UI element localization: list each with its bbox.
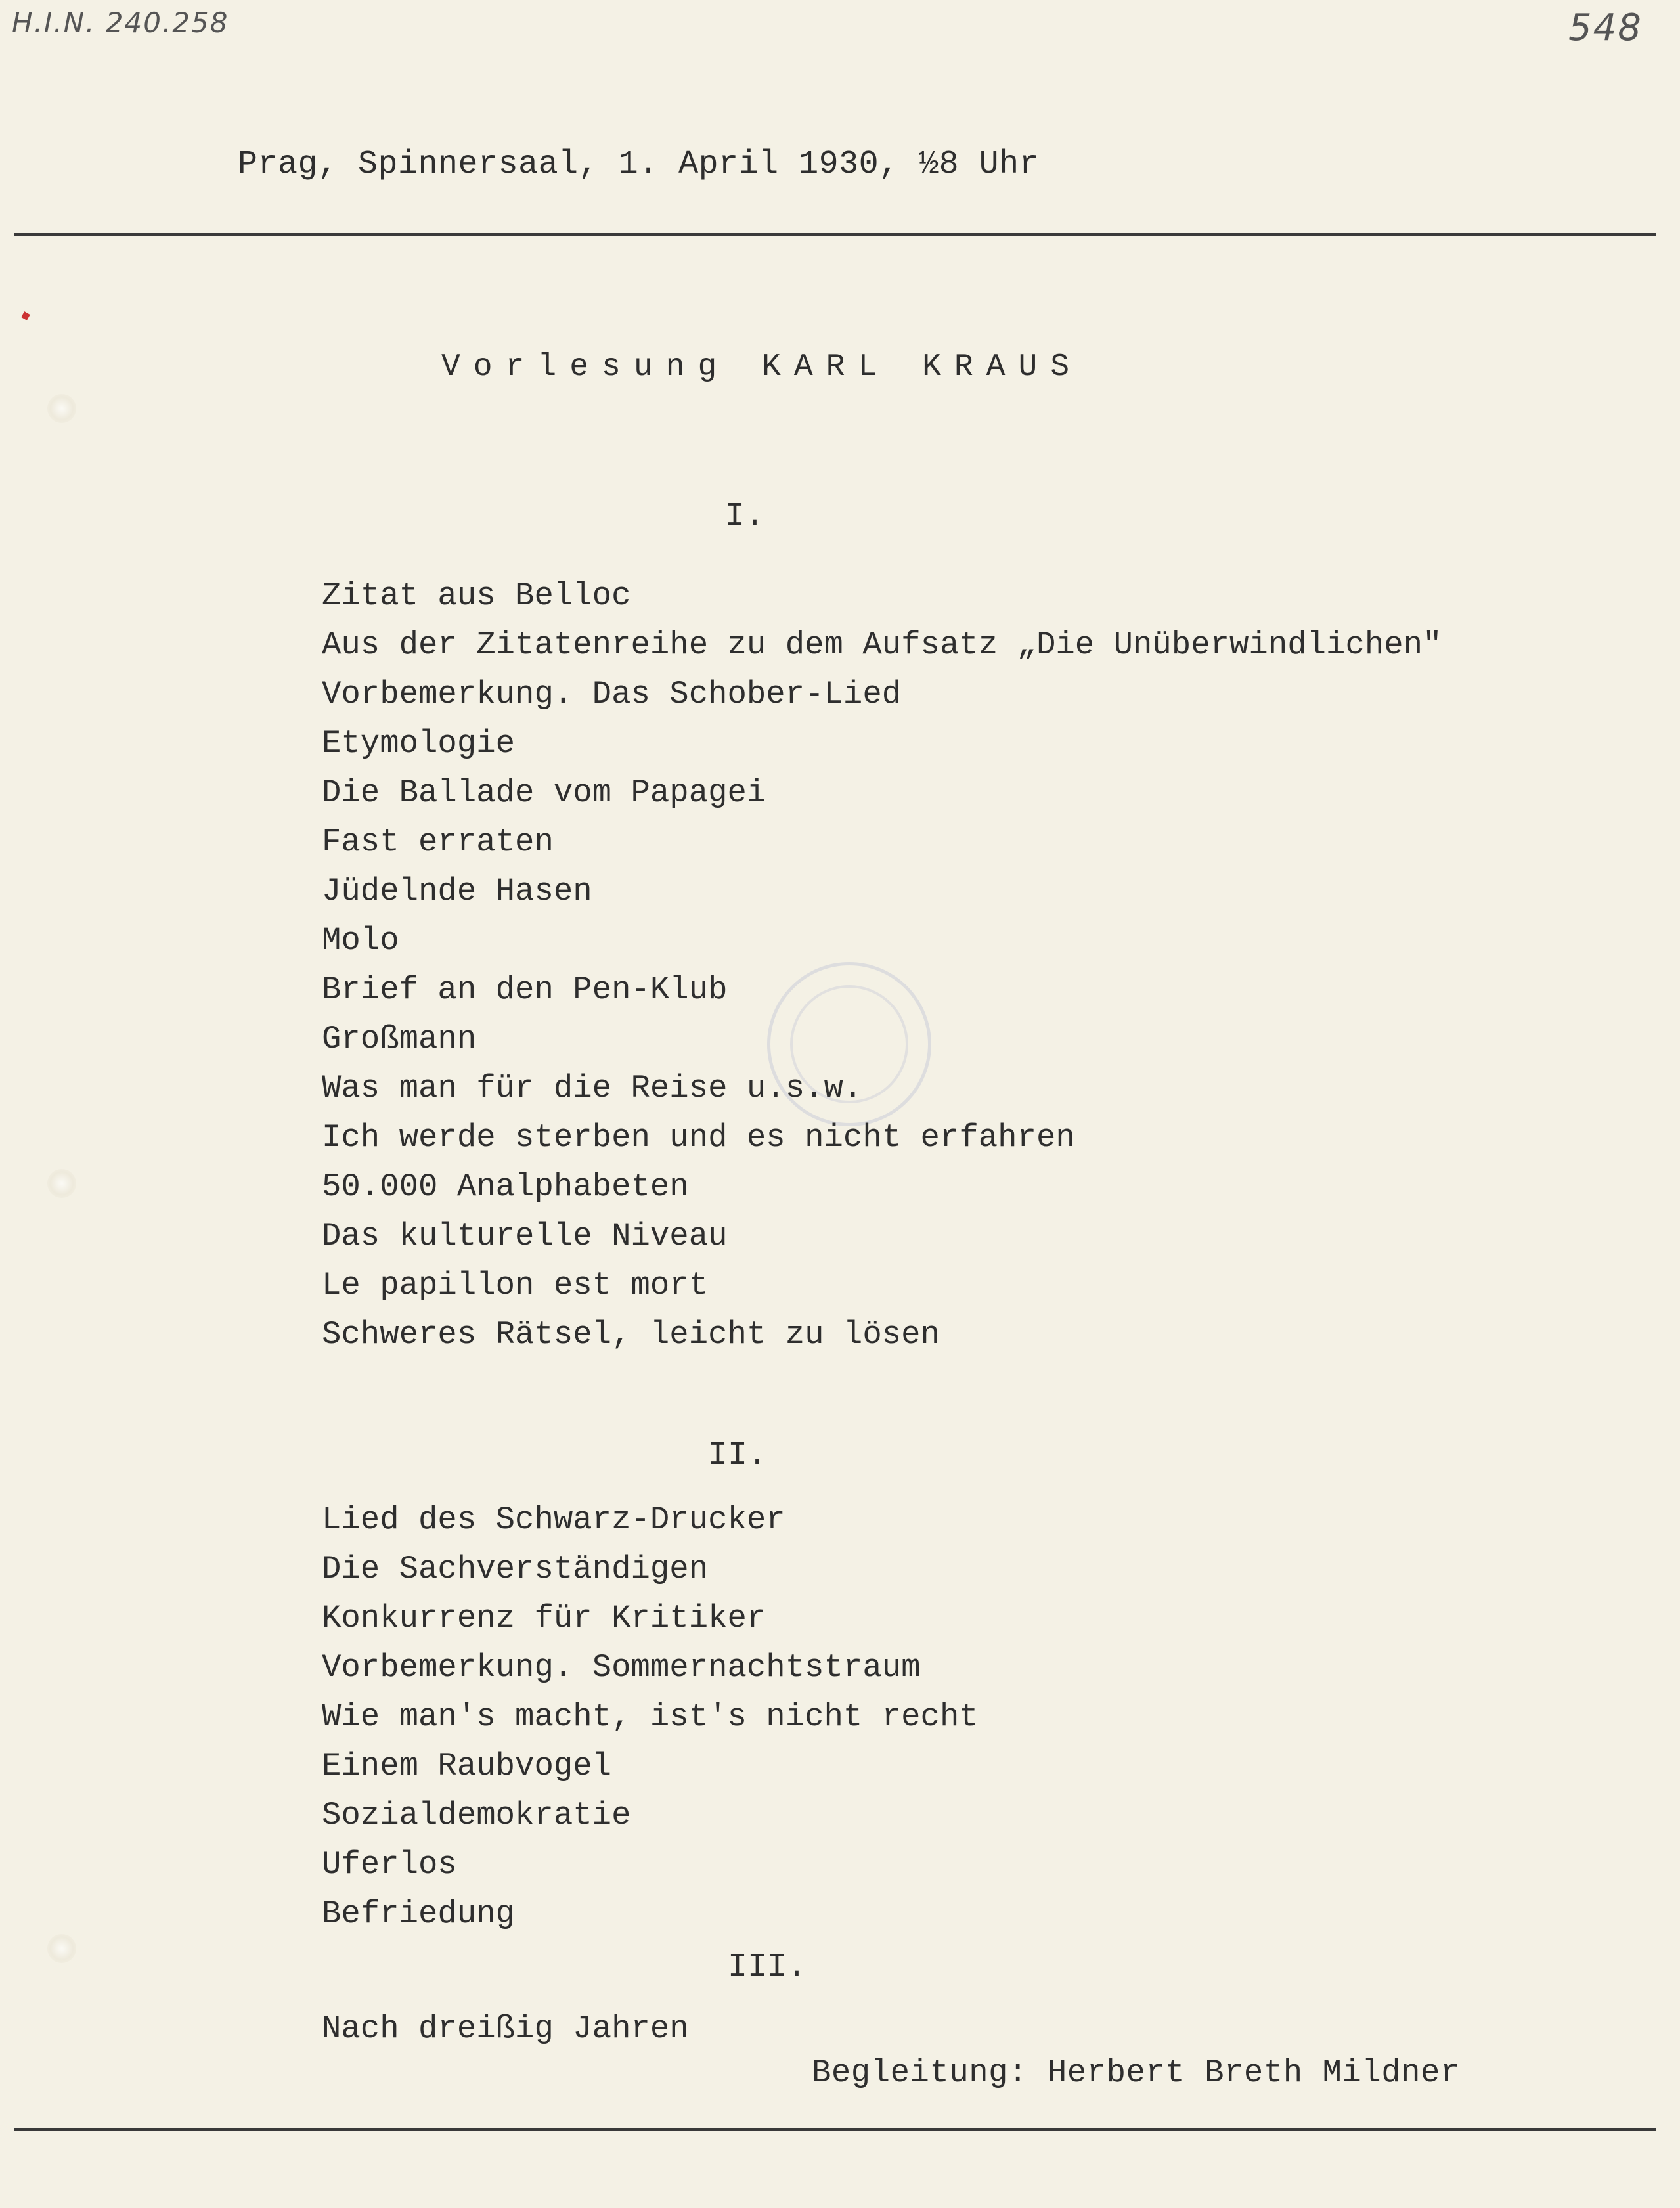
program-item: Brief an den Pen-Klub <box>322 971 728 1008</box>
program-item: Aus der Zitatenreihe zu dem Aufsatz „Die Unüberwindlichen" <box>322 627 1442 663</box>
program-item: Großmann <box>322 1021 477 1057</box>
program-item: Die Ballade vom Papagei <box>322 774 766 811</box>
red-ink-mark <box>21 311 30 320</box>
bottom-rule <box>14 2128 1656 2131</box>
program-item: Befriedung <box>322 1895 516 1932</box>
program-item: Nach dreißig Jahren <box>322 2010 689 2047</box>
program-item: Das kulturelle Niveau <box>322 1218 728 1254</box>
document-title: Vorlesung KARL KRAUS <box>441 349 1083 385</box>
program-item: Was man für die Reise u.s.w. <box>322 1070 863 1107</box>
program-item: Wie man's macht, ist's nicht recht <box>322 1698 979 1735</box>
program-item: Konkurrenz für Kritiker <box>322 1600 766 1637</box>
archive-reference: H.I.N. 240.258 <box>12 7 229 39</box>
program-item: Zitat aus Belloc <box>322 577 631 614</box>
page-number: 548 <box>1568 7 1643 49</box>
program-item: Molo <box>322 922 399 959</box>
program-item: Jüdelnde Hasen <box>322 873 592 910</box>
section-numeral-3: III. <box>728 1949 807 1986</box>
program-item: Etymologie <box>322 725 516 762</box>
program-item: Ich werde sterben und es nicht erfahren <box>322 1119 1075 1156</box>
top-rule <box>14 233 1656 236</box>
program-item: Einem Raubvogel <box>322 1748 612 1784</box>
section-numeral-1: I. <box>725 498 765 535</box>
program-item: Uferlos <box>322 1846 457 1883</box>
program-item: Die Sachverständigen <box>322 1551 709 1587</box>
punch-hole <box>47 1169 76 1198</box>
program-item: 50.000 Analphabeten <box>322 1168 689 1205</box>
accompaniment-credit: Begleitung: Herbert Breth Mildner <box>812 2054 1460 2091</box>
program-list-section-2 <box>322 1495 979 1939</box>
program-item: Vorbemerkung. Sommernachtstraum <box>322 1649 921 1686</box>
punch-hole <box>47 1934 76 1963</box>
program-list-section-3 <box>322 2004 689 2054</box>
program-item: Vorbemerkung. Das Schober-Lied <box>322 676 902 713</box>
program-item: Fast erraten <box>322 824 554 860</box>
program-item: Sozialdemokratie <box>322 1797 631 1834</box>
program-item: Schweres Rätsel, leicht zu lösen <box>322 1316 940 1353</box>
punch-hole <box>47 394 76 423</box>
section-numeral-2: II. <box>708 1437 768 1474</box>
program-item: Le papillon est mort <box>322 1267 709 1304</box>
venue-date-line: Prag, Spinnersaal, 1. April 1930, ½8 Uhr <box>238 146 1040 183</box>
program-list-section-1 <box>322 571 1442 1359</box>
program-item: Lied des Schwarz-Drucker <box>322 1501 785 1538</box>
